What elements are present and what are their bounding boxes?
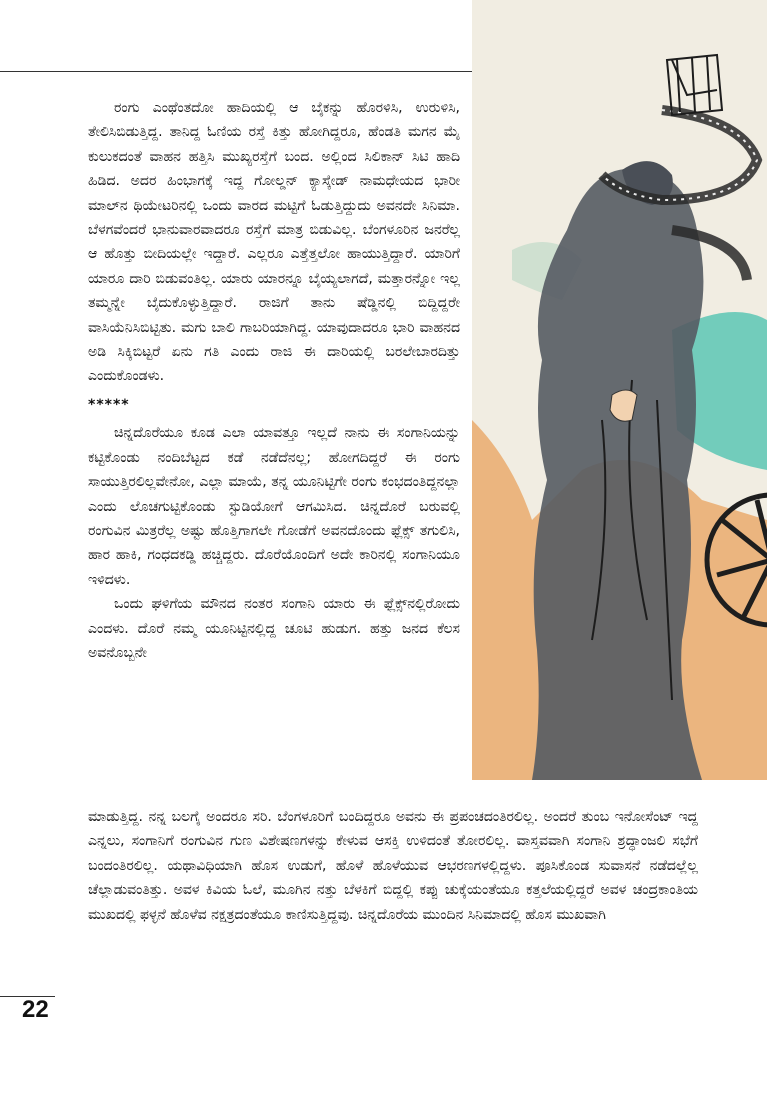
paragraph-1: ರಂಗು ಎಂಥೆಂತದೋ ಹಾದಿಯಲ್ಲಿ ಆ ಬೈಕನ್ನು ಹೊರಳಿಸಿ, ಉರುಳಿಸಿ, ತೇಲಿಸಿಬಿಡುತ್ತಿದ್ದ. ತಾನಿದ್ದ ಓಣಿಯ ರಸ್ತೆ ಕಿತ್ತು ಹೋಗಿದ್ದರೂ, ಹೆಂಡತಿ ಮಗನ ಮೈ ಕುಲುಕದಂತೆ ವಾಹನ ಹತ್ತಿಸಿ ಮುಖ್ಯರಸ್ತೆಗೆ ಬಂದ. ಅಲ್ಲಿಂದ ಸಿಲಿಕಾನ್ ಸಿಟಿ ಹಾದಿ ಹಿಡಿದ. ಅದರ ಹಿಂಭಾಗಕ್ಕೆ ಇದ್ದ ಗೋಲ್ಡನ್ ಕ್ಯಾಸ್ಕೇಡ್ ನಾಮಧೇಯದ ಭಾರೀ ಮಾಲ್‌ನ ಥಿಯೇಟರಿನಲ್ಲಿ ಒಂದು ವಾರದ ಮಟ್ಟಿಗೆ ಓಡುತ್ತಿದ್ದುದು ಅವನದೇ ಸಿನಿಮಾ. ಬೆಳಗವೆಂದರೆ ಭಾನುವಾರವಾದರೂ ರಸ್ತೆಗೆ ಮಾತ್ರ ಬಿಡುವಿಲ್ಲ. ಬೆಂಗಳೂರಿನ ಜನರೆಲ್ಲ ಆ ಹೊತ್ತು ಬೀದಿಯಲ್ಲೇ ಇದ್ದಾರೆ. ಎಲ್ಲರೂ ಎತ್ತೆತ್ತಲೋ ಹಾಯುತ್ತಿದ್ದಾರೆ. ಯಾರಿಗೆ ಯಾರೂ ದಾರಿ ಬಿಡುವಂತಿಲ್ಲ. ಯಾರು ಯಾರನ್ನೂ ಬೈಯ್ಯಲಾಗದೆ, ಮತ್ತಾರನ್ನೋ ಇಲ್ಲ ತಮ್ಮನ್ನೇ ಬೈದುಕೊಳ್ಳುತ್ತಿದ್ದಾರೆ. ರಾಜಿಗೆ ತಾನು ಷೆಡ್ಡಿನಲ್ಲಿ ಬಿದ್ದಿದ್ದರೇ ವಾಸಿಯೆನಿಸಿಬಿಟ್ಟಿತು. ಮಗು ಬಾಲಿ ಗಾಬರಿಯಾಗಿದ್ದ. ಯಾವುದಾದರೂ ಭಾರಿ ವಾಹನದ ಅಡಿ ಸಿಕ್ಕಿಬಿಟ್ಟರೆ ಏನು ಗತಿ ಎಂದು ರಾಜಿ ಈ ದಾರಿಯಲ್ಲಿ ಬರಲೇಬಾರದಿತ್ತು ಎಂದುಕೊಂಡಳು.: [88, 100, 460, 385]
paragraph-3-continued: ಮಾಡುತ್ತಿದ್ದ. ನನ್ನ ಬಲಗೈ ಅಂದರೂ ಸರಿ. ಬೆಂಗಳೂರಿಗೆ ಬಂದಿದ್ದರೂ ಅವನು ಈ ಪ್ರಪಂಚದಂತಿರಲಿಲ್ಲ. ಅಂದರೆ ತುಂಬ ಇನೋಸೆಂಟ್ ಇದ್ದ ಎನ್ನಲು, ಸಂಗಾನಿಗೆ ರಂಗುವಿನ ಗುಣ ವಿಶೇಷಣಗಳನ್ನು ಕೇಳುವ ಆಸಕ್ತಿ ಉಳಿದಂತೆ ತೋರಲಿಲ್ಲ. ವಾಸ್ತವವಾಗಿ ಸಂಗಾನಿ ಶ್ರದ್ಧಾಂಜಲಿ ಸಭೆಗೆ ಬಂದಂತಿರಲಿಲ್ಲ. ಯಥಾವಿಧಿಯಾಗಿ ಹೊಸ ಉಡುಗೆ, ಹೊಳೆ ಹೊಳೆಯುವ ಆಭರಣಗಳಲ್ಲಿದ್ದಳು. ಪೂಸಿಕೊಂಡ ಸುವಾಸನೆ ನಡೆದಲ್ಲೆಲ್ಲ ಚೆಲ್ಲಾಡುವಂತಿತ್ತು. ಅವಳ ಕಿವಿಯ ಓಲೆ, ಮೂಗಿನ ನತ್ತು ಬೆಳಕಿಗೆ ಬಿದ್ದಲ್ಲಿ ಕಪ್ಪು ಚುಕ್ಕೆಯಂತೆಯೂ ಕತ್ತಲೆಯಲ್ಲಿದ್ದರೆ ಅವಳ ಚಂದ್ರಕಾಂತಿಯ ಮುಖದಲ್ಲಿ ಫಳ್ಳನೆ ಹೊಳೆವ ನಕ್ಷತ್ರದಂತೆಯೂ ಕಾಣಿಸುತ್ತಿದ್ದವು. ಚಿನ್ನದೊರೆಯ ಮುಂದಿನ ಸಿನಿಮಾದಲ್ಲಿ ಹೊಸ ಮುಖವಾಗಿ: [88, 809, 698, 923]
text-column: [88, 96, 460, 665]
paragraph-2: ಚಿನ್ನದೊರೆಯೂ ಕೂಡ ಎಲಾ ಯಾವತ್ತೂ ಇಲ್ಲದೆ ನಾನು ಈ ಸಂಗಾನಿಯನ್ನು ಕಟ್ಟಿಕೊಂಡು ನಂದಿಬೆಟ್ಟದ ಕಡೆ ನಡೆದೆನಲ್ಲ; ಹೋಗದಿದ್ದರೆ ಈ ರಂಗು ಸಾಯುತ್ತಿರಲಿಲ್ಲವೇನೋ, ಎಲ್ಲಾ ಮಾಯೆ, ತನ್ನ ಯೂನಿಟ್ಟಿಗೇ ರಂಗು ಕಂಭದಂತಿದ್ದನಲ್ಲಾ ಎಂದು ಲೊಚಗುಟ್ಟಿಕೊಂಡು ಸ್ಟುಡಿಯೋಗೆ ಆಗಮಿಸಿದ. ಚಿನ್ನದೊರೆ ಬರುವಲ್ಲಿ ರಂಗುವಿನ ಮಿತ್ರರೆಲ್ಲ ಅಷ್ಟು ಹೊತ್ತಿಗಾಗಲೇ ಗೋಡೆಗೆ ಅವನದೊಂದು ಫ್ಲೆಕ್ಸ್ ತಗುಲಿಸಿ, ಹಾರ ಹಾಕಿ, ಗಂಧದಕಡ್ಡಿ ಹಚ್ಚಿದ್ದರು. ದೊರೆಯೊಂದಿಗೆ ಅದೇ ಕಾರಿನಲ್ಲಿ ಸಂಗಾನಿಯೂ ಇಳಿದಳು.: [88, 425, 460, 588]
page-number: 22: [22, 996, 49, 1023]
text-wide-block: [88, 805, 698, 927]
top-rule: [0, 71, 472, 72]
section-separator: *****: [88, 396, 130, 413]
paragraph-3: ಒಂದು ಘಳಿಗೆಯ ಮೌನದ ನಂತರ ಸಂಗಾನಿ ಯಾರು ಈ ಫ್ಲೆಕ್ಸ್‌ನಲ್ಲಿರೋದು ಎಂದಳು. ದೊರೆ ನಮ್ಮ ಯೂನಿಟ್ಟಿನಲ್ಲಿದ್ದ ಚೂಟಿ ಹುಡುಗ. ಹತ್ತು ಜನದ ಕೆಲಸ ಅವನೊಬ್ಬನೇ: [88, 596, 460, 661]
watercolor-illustration: [472, 0, 767, 780]
